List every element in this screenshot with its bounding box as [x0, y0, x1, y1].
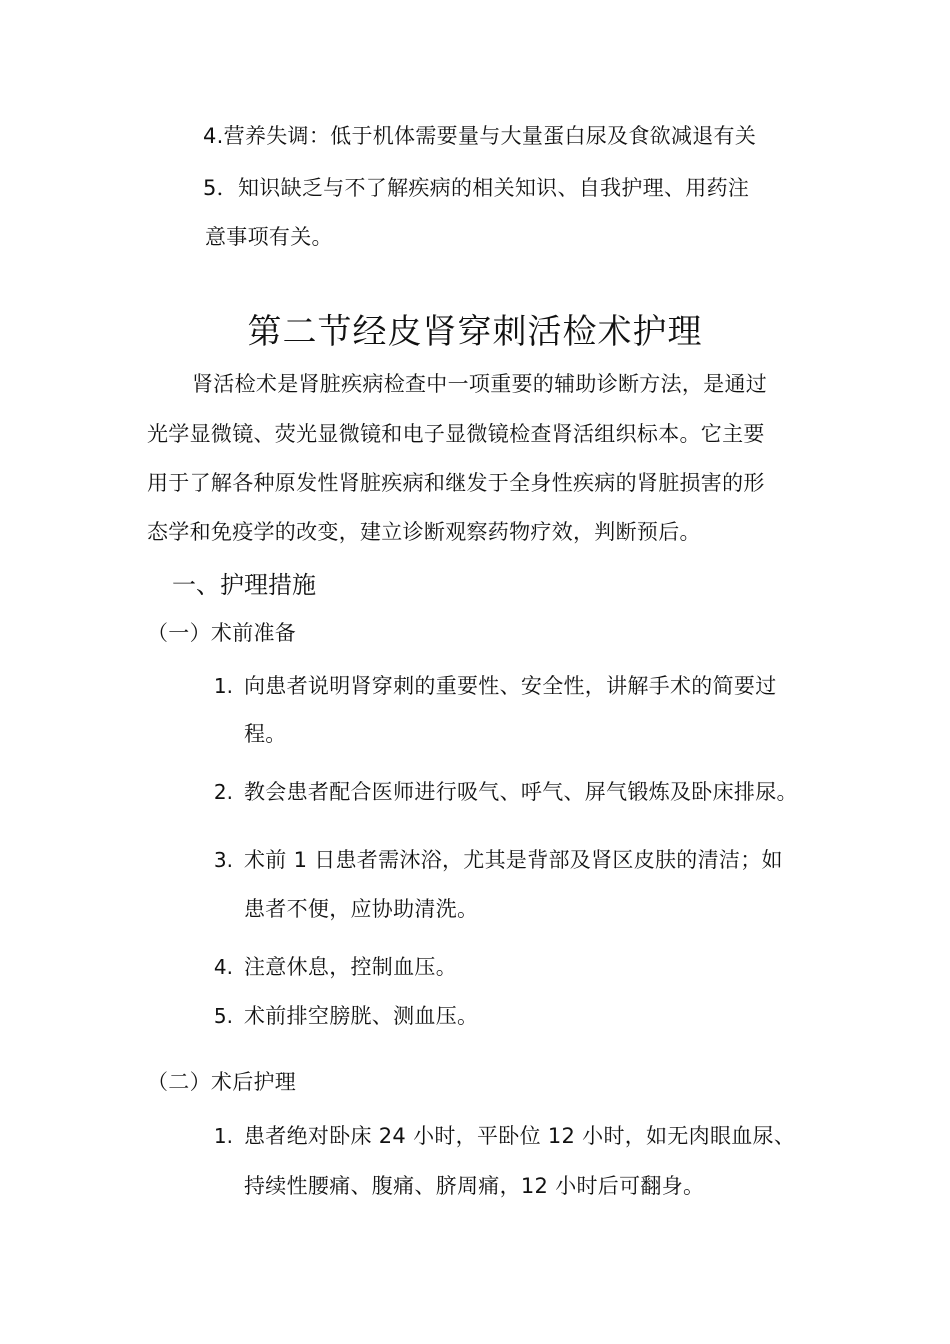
- preop-item-5-line1: 术前排空膀胱、测血压。: [244, 1004, 479, 1028]
- preop-item-5-number: 5.: [213, 1004, 233, 1028]
- subheading-preop: （一）术前准备: [147, 621, 297, 645]
- intro-line-1: 肾活检术是肾脏疾病检查中一项重要的辅助诊断方法，是通过: [192, 372, 768, 396]
- intro-line-2: 光学显微镜、荧光显微镜和电子显微镜检查肾活组织标本。它主要: [147, 422, 765, 446]
- prev-item-5: [203, 173, 749, 203]
- preop-item-1-line2: 程。: [244, 722, 287, 746]
- prev-item-4-text: 营养失调：低于机体需要量与大量蛋白尿及食欲减退有关: [223, 124, 757, 148]
- prev-item-5-text-line2: 意事项有关。: [205, 225, 333, 249]
- heading-nursing-measures: 一、护理措施: [172, 571, 316, 599]
- preop-item-4-line1: 注意休息，控制血压。: [244, 955, 457, 979]
- prev-item-4: [203, 121, 756, 151]
- preop-item-1-number: 1.: [213, 674, 233, 698]
- intro-line-3: 用于了解各种原发性肾脏疾病和继发于全身性疾病的肾脏损害的形: [147, 471, 765, 495]
- preop-item-2-number: 2.: [213, 780, 233, 804]
- postop-item-1-line2: 持续性腰痛、腹痛、脐周痛，12 小时后可翻身。: [244, 1174, 705, 1198]
- preop-item-1-line1: 向患者说明肾穿刺的重要性、安全性，讲解手术的简要过: [244, 674, 777, 698]
- postop-item-1-line1: 患者绝对卧床 24 小时，平卧位 12 小时，如无肉眼血尿、: [244, 1124, 796, 1148]
- intro-line-4: 态学和免疫学的改变，建立诊断观察药物疗效，判断预后。: [147, 520, 701, 544]
- subheading-postop: （二）术后护理: [147, 1070, 297, 1094]
- postop-item-1-number: 1.: [213, 1124, 233, 1148]
- preop-item-2-line1: 教会患者配合医师进行吸气、呼气、屏气锻炼及卧床排尿。: [244, 780, 798, 804]
- preop-item-3-line1: 术前 1 日患者需沐浴，尤其是背部及肾区皮肤的清洁；如: [244, 848, 783, 872]
- preop-item-3-number: 3.: [213, 848, 233, 872]
- preop-item-4-number: 4.: [213, 955, 233, 979]
- prev-item-5-text-line1: 知识缺乏与不了解疾病的相关知识、自我护理、用药注: [237, 176, 750, 200]
- section-title: 第二节经皮肾穿刺活检术护理: [247, 312, 703, 352]
- preop-item-3-line2: 患者不便，应协助清洗。: [244, 897, 479, 921]
- prev-item-5-number: 5．: [203, 176, 238, 200]
- prev-item-4-number: 4.: [203, 124, 224, 148]
